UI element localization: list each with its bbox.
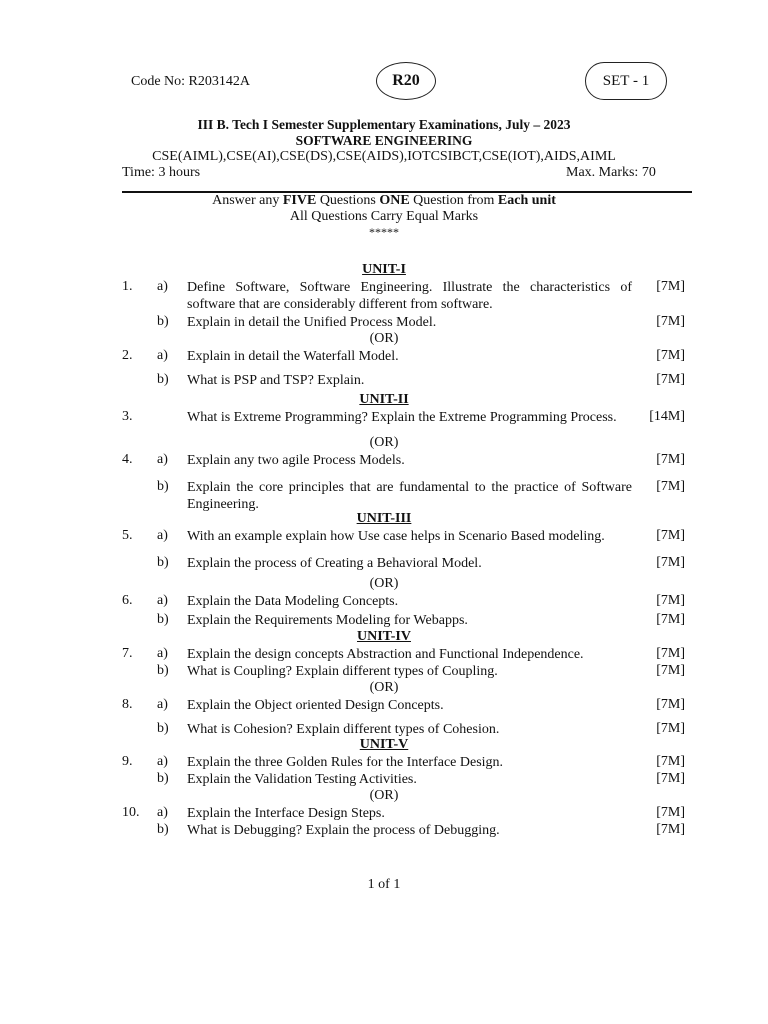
question-number: 2. [122,348,133,363]
instr-part-2: Questions [316,193,380,208]
marks-label: [7M] [656,593,685,608]
marks-label: [7M] [656,805,685,820]
marks-label: [7M] [656,528,685,543]
question-text: Explain in detail the Unified Process Model. [187,315,437,330]
question-number: 9. [122,754,133,769]
question-text: What is Extreme Programming? Explain the Extreme Programming Process. [187,410,617,425]
marks-label: [7M] [656,646,685,661]
marks-label: [14M] [649,409,685,424]
set-badge: SET - 1 [585,62,667,100]
question-text: Explain the Data Modeling Concepts. [187,594,399,609]
or-separator: (OR) [369,331,399,346]
sub-label: b) [157,663,169,678]
sub-label: a) [157,805,168,820]
question-number: 5. [122,528,133,543]
marks-label: [7M] [656,771,685,786]
marks-label: [7M] [656,372,685,387]
sub-label: b) [157,822,169,837]
sub-label: a) [157,348,168,363]
instr-part-1: Answer any [212,193,283,208]
unit-heading: UNIT-I [362,262,406,277]
question-number: 8. [122,697,133,712]
sub-label: a) [157,528,168,543]
question-text: Explain the Requirements Modeling for Webapps. [187,613,468,628]
sub-label: a) [157,697,168,712]
marks-label: [7M] [656,721,685,736]
sub-label: b) [157,479,169,494]
marks-label: [7M] [656,479,685,494]
sub-label: b) [157,612,169,627]
sub-label: b) [157,721,169,736]
question-text: What is Cohesion? Explain different types of Cohesion. [187,722,500,737]
time-allowed: Time: 3 hours [122,165,201,180]
exam-title: III B. Tech I Semester Supplementary Examinations, July – 2023 [197,117,571,132]
question-text: With an example explain how Use case helps in Scenario Based modeling. [187,529,605,544]
sub-label: a) [157,279,168,294]
question-number: 10. [122,805,140,820]
sub-label: a) [157,754,168,769]
question-text: Explain any two agile Process Models. [187,453,405,468]
page-number: 1 of 1 [367,877,401,892]
unit-heading: UNIT-III [356,511,412,526]
question-number: 7. [122,646,133,661]
question-text: Explain in detail the Waterfall Model. [187,349,399,364]
marks-label: [7M] [656,314,685,329]
stars-separator: ***** [369,225,399,239]
or-separator: (OR) [369,680,399,695]
sub-label: a) [157,646,168,661]
marks-label: [7M] [656,754,685,769]
question-text: What is Coupling? Explain different types of Coupling. [187,664,498,679]
question-number: 3. [122,409,133,424]
unit-heading: UNIT-II [359,392,409,407]
question-text: Explain the three Golden Rules for the Interface Design. [187,755,504,770]
max-marks: Max. Marks: 70 [566,165,656,180]
question-text: Define Software, Software Engineering. Illustrate the characteristics of software that are considerably different from software. [187,280,632,312]
question-number: 4. [122,452,133,467]
marks-label: [7M] [656,348,685,363]
sub-label: b) [157,555,169,570]
or-separator: (OR) [369,788,399,803]
marks-label: [7M] [656,612,685,627]
question-text: Explain the Object oriented Design Concepts. [187,698,444,713]
instructions-line-2: All Questions Carry Equal Marks [289,209,479,224]
marks-label: [7M] [656,663,685,678]
question-text: Explain the Validation Testing Activities. [187,772,417,787]
question-text: Explain the design concepts Abstraction and Functional Independence. [187,647,584,662]
question-number: 1. [122,279,133,294]
question-text: Explain the core principles that are fundamental to the practice of Software Engineering. [187,480,632,512]
question-text: Explain the process of Creating a Behavioral Model. [187,556,482,571]
sub-label: b) [157,771,169,786]
sub-label: b) [157,372,169,387]
question-paper-code: Code No: R203142A [131,74,250,89]
unit-heading: UNIT-IV [357,629,411,644]
question-text: What is Debugging? Explain the process of Debugging. [187,823,500,838]
marks-label: [7M] [656,279,685,294]
branches-line: CSE(AIML),CSE(AI),CSE(DS),CSE(AIDS),IOTCSIBCT,CSE(IOT),AIDS,AIML [152,149,616,164]
marks-label: [7M] [656,697,685,712]
marks-label: [7M] [656,452,685,467]
sub-label: a) [157,593,168,608]
question-text: What is PSP and TSP? Explain. [187,373,365,388]
instructions-line-1 [0,193,768,209]
marks-label: [7M] [656,555,685,570]
instr-each-unit: Each unit [497,193,556,208]
or-separator: (OR) [369,576,399,591]
regulation-badge: R20 [376,62,436,100]
or-separator: (OR) [369,435,399,450]
marks-label: [7M] [656,822,685,837]
subject-title: SOFTWARE ENGINEERING [295,133,473,148]
instr-one: ONE [379,193,410,208]
instr-five: FIVE [282,193,317,208]
question-number: 6. [122,593,133,608]
instr-part-3: Question from [409,193,498,208]
sub-label: b) [157,314,169,329]
sub-label: a) [157,452,168,467]
unit-heading: UNIT-V [359,737,409,752]
question-text: Explain the Interface Design Steps. [187,806,385,821]
